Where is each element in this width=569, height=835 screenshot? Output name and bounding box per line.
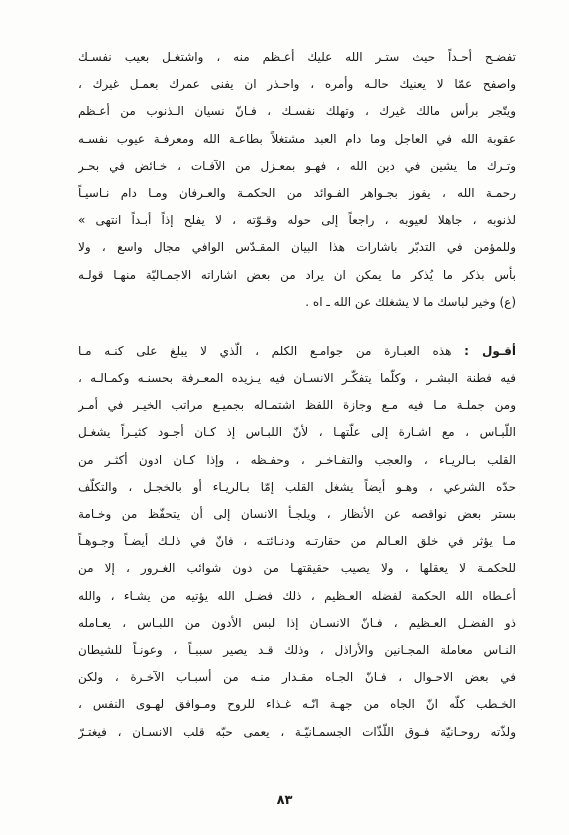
text-line: رحمـة الله ، يفوز بجـواهر الفـوائد من الحكمـة والعـرفان ومـا دام نـاسيـاً — [78, 185, 516, 200]
text-line: ومن جملـة مـا فيه مـع وجازة اللفظ اشتمـاله بجميـع مراتب الخيـر في أمـر — [78, 398, 516, 413]
text-line: واصفح عمّا لا يعنيك حالـه وأمره ، واحـذر ان يفنى عمرك بعمـل غيرك ، — [78, 77, 516, 92]
text-line: تفضـح أحـداً حيث ستـر الله عليك أعـظم منه ، واشتغـل بعيب نفسـك — [78, 50, 516, 64]
text-line: بستر بعض نواقصه عن الأنظار ، ويلجـأ الانسان إلى أن يتحفّظ من وخـامة — [78, 507, 516, 521]
text-line: الخـطب كلّه انّ الجاه من جهـة انّـه غـذاء للروح ومـوافق لهـوى النفس ، — [78, 697, 516, 712]
text-line: اللّبـاس ، مع اشـارة إلى علّتهـا ، لأنّ اللبـاس إذ كـان أجـود كثيـراً يشغـل — [78, 425, 516, 440]
text-line: بأس بذكر ما يُذكر ما يمكن ان يراد من بعض اشاراته الاجمـاليّة منهـا قولـه — [78, 267, 516, 282]
text-line: حدّه الشرعي ، وهـو أيضاً يشغل القلب إمّا بـالريـاء أو بالخجـل ، والتكلّف — [78, 479, 516, 494]
text-line: (ع) وخير لباسك ما لا يشغلك عن الله ـ اه . — [305, 294, 516, 309]
body-text — [78, 44, 516, 746]
text-line: أعـطاه الله الحكمة لفضله العـظيم ، ذلك فضـل الله يؤتيه من يشـاء ، والله — [78, 588, 516, 603]
text-line: ويتّجر برأس مالك غيرك ، وتهلك نفسـك ، فـانّ نسيان الـذنوب من أعـظم — [78, 104, 516, 119]
paragraph-lead-word: أقـول : — [464, 343, 516, 358]
text-line: في بعض الاحـوال ، فـانّ الجـاه مقـدار منـه من أسبـاب الآخـرة ، ولكن — [78, 670, 516, 685]
text-line: لذنوبه ، جاهلا لعيوبه ، راجعاً إلى حوله وقـوّته ، لا يفلح إذاً أبـداً انتهى » — [78, 213, 516, 228]
text-line-rest: هذه العبـارة من جوامـع الكلم ، الّذي لا يبلغ على كنـه مـا — [78, 343, 465, 358]
paragraph-gap — [78, 316, 516, 338]
text-line: وتـرك ما يشين في دين الله ، فهـو بمعـزل من الآفـات ، خـائض في بحـر — [78, 158, 516, 173]
text-line: وللمؤمن في التدبّر باشارات هذا البيان المقـدّس الوافي مجال واسع ، ولا — [78, 240, 516, 255]
text-line: للحكمـة لا يعقلها ، ولا يصيب حقيقتهـا من دون شوائب الغـرور ، إلا من — [78, 561, 516, 576]
text-line: مـا يؤثر في خلق العـالم من حقارتـه ودنـائتـه ، فانّ في ذلـك أيضـاً وجـوهـاً — [78, 534, 516, 549]
text-line: ذو الفضـل العـظيم ، فـانّ الانسـان إذا لبس الأدون من اللبـاس ، يعـامله — [78, 615, 516, 630]
text-line: ولذّته روحـانيّة فـوق اللّذّات الجسمـانيّـة ، يعمى حبّه قلب الانسـان ، فيغتـرّ — [78, 724, 516, 739]
text-line: القلب بـالريـاء ، والعجب والتفـاخـر ، وحفـظه ، وإذا كـان ادون أكثـر من — [78, 452, 516, 467]
page-number: ٨٣ — [276, 793, 293, 808]
text-line: النـاس معاملة المجـانين والأراذل ، وذلك قـد يصير سببـاً ، وعونـاً للشيطان — [78, 642, 516, 657]
text-line — [78, 338, 516, 365]
text-line: عقوبة الله في العاجل وما دام العبد مشتغلاً بطاعـة الله ومعرفـة عيوب نفسـه — [78, 131, 516, 146]
text-line: فيه فطنة البشـر ، وكلّما يتفكّـر الانسـان فيه يـزيده المعـرفة بحسنـه وكمـالـه ، — [78, 371, 516, 386]
